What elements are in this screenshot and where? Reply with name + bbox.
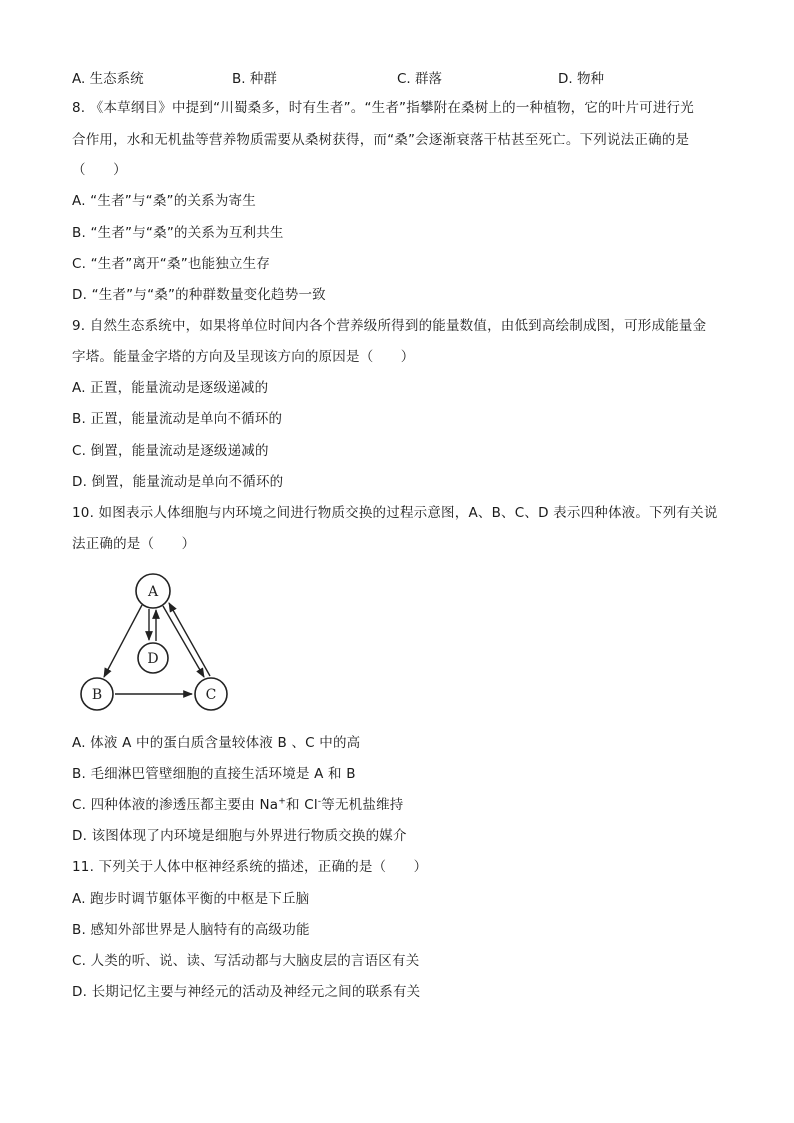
q10-option-a: A. 体液 A 中的蛋白质含量较体液 B 、C 中的高 — [72, 735, 361, 751]
q8-option-b: B. “生者”与“桑”的关系为互利共生 — [72, 225, 284, 241]
chloride-charge: - — [317, 796, 322, 807]
q11-option-c: C. 人类的听、说、读、写活动都与大脑皮层的言语区有关 — [72, 953, 420, 969]
q9-option-c: C. 倒置，能量流动是逐级递减的 — [72, 443, 269, 459]
q8-stem-line2: 合作用，水和无机盐等营养物质需要从桑树获得，而“桑”会逐渐衰落干枯甚至死亡。下列说法正确的是 — [72, 132, 690, 148]
q10-stem-line2: 法正确的是（ ） — [72, 536, 196, 552]
q7-option-a: A. 生态系统 — [72, 71, 144, 87]
q7-option-b: B. 种群 — [232, 71, 277, 87]
q7-option-c: C. 群落 — [397, 71, 443, 87]
sodium-charge: + — [278, 796, 287, 807]
q8-option-d: D. “生者”与“桑”的种群数量变化趋势一致 — [72, 287, 326, 303]
arrow-a-to-c — [163, 606, 204, 677]
q9-option-d: D. 倒置，能量流动是单向不循环的 — [72, 474, 284, 490]
q8-option-c: C. “生者”离开“桑”也能独立生存 — [72, 256, 271, 272]
q10-option-c-pre: C. 四种体液的渗透压都主要由 Na — [72, 797, 279, 813]
q8-stem-line1: 8. 《本草纲目》中提到“川蜀桑多，时有生者”。“生者”指攀附在桑树上的一种植物，它的叶片可进行光 — [72, 100, 694, 116]
q10-option-c-post: 等无机盐维持 — [321, 797, 404, 813]
node-a-label: A — [147, 584, 159, 600]
body-fluid-diagram — [70, 565, 240, 715]
node-b-label: B — [91, 687, 103, 703]
q10-stem-line1: 10. 如图表示人体细胞与内环境之间进行物质交换的过程示意图，A、B、C、D 表示四种体液。下列有关说 — [72, 505, 718, 521]
q8-option-a: A. “生者”与“桑”的关系为寄生 — [72, 193, 256, 209]
arrow-a-to-b — [104, 605, 142, 677]
node-d-label: D — [147, 651, 159, 667]
q9-stem-line1: 9. 自然生态系统中，如果将单位时间内各个营养级所得到的能量数值，由低到高绘制成图，可形成能量金 — [72, 318, 707, 334]
q10-option-d: D. 该图体现了内环境是细胞与外界进行物质交换的媒介 — [72, 828, 407, 844]
q9-option-b: B. 正置，能量流动是单向不循环的 — [72, 411, 283, 427]
q8-stem-line3: （ ） — [72, 162, 127, 178]
q11-option-d: D. 长期记忆主要与神经元的活动及神经元之间的联系有关 — [72, 984, 421, 1000]
q9-option-a: A. 正置，能量流动是逐级递减的 — [72, 380, 269, 396]
arrow-c-to-a — [169, 603, 210, 676]
q10-option-b: B. 毛细淋巴管壁细胞的直接生活环境是 A 和 B — [72, 766, 356, 782]
q7-option-d: D. 物种 — [558, 71, 604, 87]
q10-option-c-mid: 和 Cl — [286, 797, 318, 813]
q9-stem-line2: 字塔。能量金字塔的方向及呈现该方向的原因是（ ） — [72, 349, 415, 365]
q11-option-a: A. 跑步时调节躯体平衡的中枢是下丘脑 — [72, 891, 310, 907]
q10-option-c — [72, 796, 403, 814]
q11-option-b: B. 感知外部世界是人脑特有的高级功能 — [72, 922, 310, 938]
q7-options — [72, 67, 732, 85]
node-c-label: C — [205, 687, 217, 703]
q11-stem: 11. 下列关于人体中枢神经系统的描述，正确的是（ ） — [72, 859, 428, 875]
